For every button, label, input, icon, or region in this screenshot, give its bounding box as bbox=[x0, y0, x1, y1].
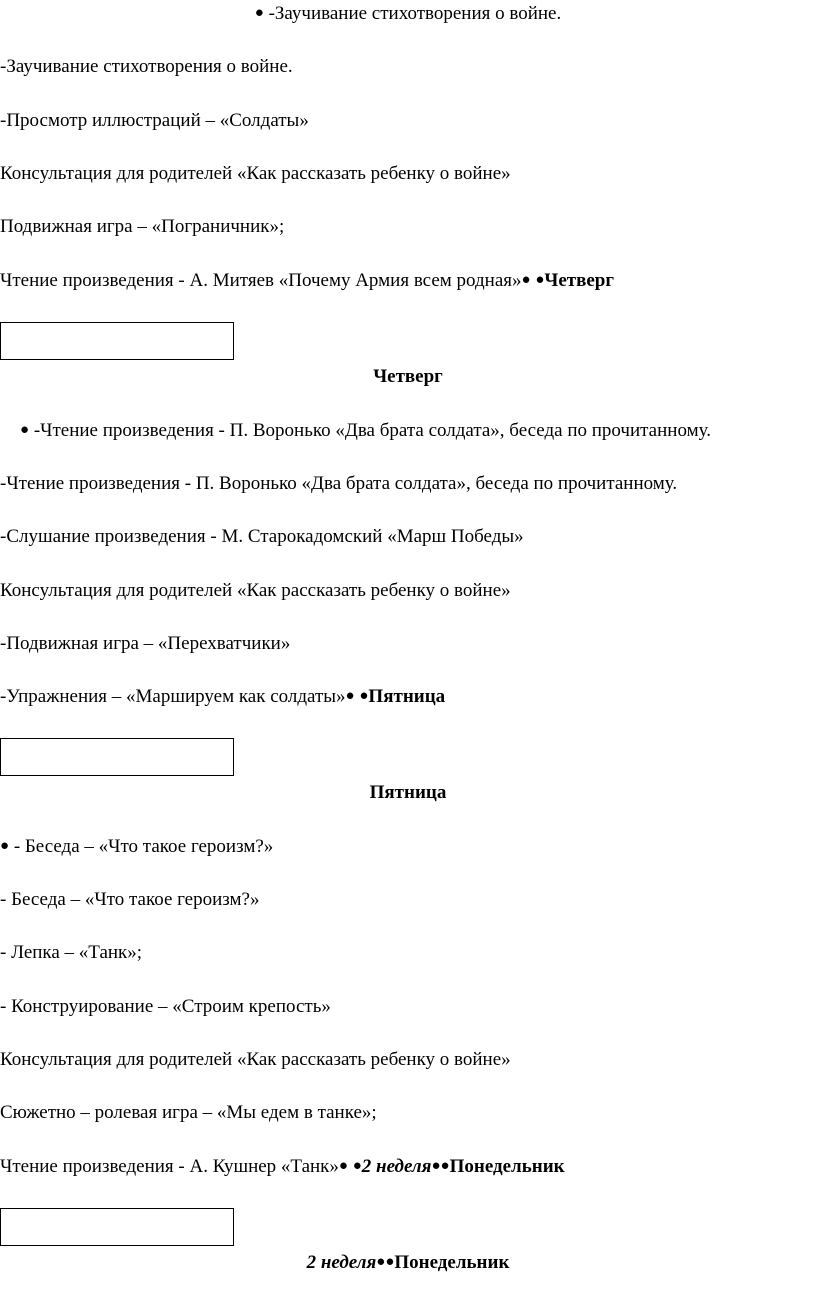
next-day-inline: Пятница bbox=[368, 686, 446, 707]
friday-title: Пятница bbox=[369, 782, 447, 803]
bullet-icon: ● bbox=[431, 1158, 441, 1174]
thursday-last-item-text: -Упражнения – «Маршируем как солдаты» bbox=[0, 686, 346, 707]
final-day-label: Понедельник bbox=[394, 1252, 510, 1273]
wednesday-heading-text: -Заучивание стихотворения о войне. bbox=[268, 3, 562, 24]
bullet-icon: ● bbox=[385, 1254, 395, 1270]
friday-item-6 bbox=[0, 1156, 565, 1179]
friday-item-3: - Конструирование – «Строим крепость» bbox=[0, 996, 331, 1017]
bullet-icon: ● bbox=[0, 838, 10, 854]
wednesday-item-5 bbox=[0, 270, 614, 293]
wednesday-item-1: -Заучивание стихотворения о войне. bbox=[0, 56, 293, 77]
final-heading bbox=[0, 1252, 816, 1275]
bullet-icon: ● bbox=[345, 688, 355, 704]
friday-item-2: - Лепка – «Танк»; bbox=[0, 942, 143, 963]
thursday-item-5 bbox=[0, 686, 445, 709]
empty-frame bbox=[0, 1208, 234, 1246]
wednesday-heading-line bbox=[0, 3, 816, 26]
thursday-title: Четверг bbox=[373, 366, 443, 387]
thursday-item-1: -Чтение произведения - П. Воронько «Два брата солдата», беседа по прочитанному. bbox=[0, 473, 678, 494]
thursday-item-2: -Слушание произведения - М. Старокадомский «Марш Победы» bbox=[0, 526, 524, 547]
bullet-icon: ● bbox=[440, 1158, 450, 1174]
wednesday-item-4: Подвижная игра – «Пограничник»; bbox=[0, 216, 285, 237]
final-week-label: 2 неделя bbox=[306, 1252, 377, 1273]
bullet-icon: ● bbox=[359, 688, 369, 704]
next-week-inline: 2 неделя bbox=[361, 1156, 432, 1177]
friday-item-4: Консультация для родителей «Как рассказать ребенку о войне» bbox=[0, 1049, 511, 1070]
bullet-icon: ● bbox=[254, 5, 264, 21]
friday-item-5: Сюжетно – ролевая игра – «Мы едем в танке»; bbox=[0, 1102, 377, 1123]
friday-last-item-text: Чтение произведения - А. Кушнер «Танк» bbox=[0, 1156, 339, 1177]
friday-item-1: - Беседа – «Что такое героизм?» bbox=[0, 889, 260, 910]
wednesday-last-item-text: Чтение произведения - А. Митяев «Почему Армия всем родная» bbox=[0, 270, 522, 291]
thursday-item-4: -Подвижная игра – «Перехватчики» bbox=[0, 633, 291, 654]
friday-heading-text: - Беседа – «Что такое героизм?» bbox=[9, 836, 274, 857]
bullet-icon: ● bbox=[535, 272, 545, 288]
thursday-heading-text: -Чтение произведения - П. Воронько «Два брата солдата», беседа по прочитанному. bbox=[33, 420, 711, 441]
bullet-icon: ● bbox=[521, 272, 531, 288]
empty-frame bbox=[0, 738, 234, 776]
bullet-icon: ● bbox=[352, 1158, 362, 1174]
empty-frame bbox=[0, 322, 234, 360]
friday-heading-line bbox=[0, 836, 273, 859]
bullet-icon: ● bbox=[338, 1158, 348, 1174]
wednesday-item-2: -Просмотр иллюстраций – «Солдаты» bbox=[0, 110, 309, 131]
thursday-heading-line bbox=[20, 420, 711, 443]
bullet-icon: ● bbox=[20, 422, 30, 438]
thursday-item-3: Консультация для родителей «Как рассказать ребенку о войне» bbox=[0, 580, 511, 601]
next-day-inline: Четверг bbox=[544, 270, 615, 291]
wednesday-item-3: Консультация для родителей «Как рассказать ребенку о войне» bbox=[0, 163, 511, 184]
next-day-inline: Понедельник bbox=[449, 1156, 565, 1177]
bullet-icon: ● bbox=[376, 1254, 386, 1270]
